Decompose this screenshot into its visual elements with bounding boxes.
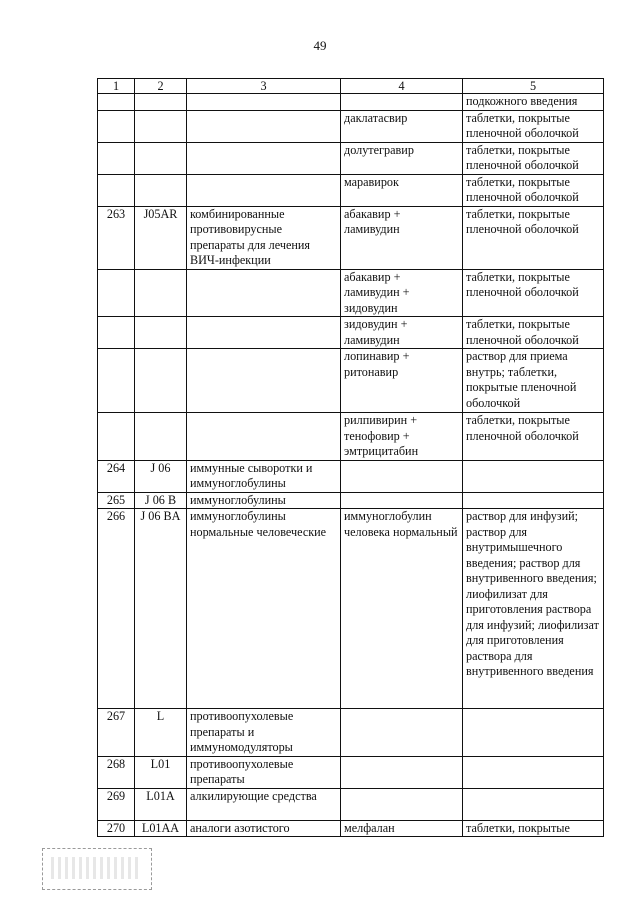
group-name: иммунные сыворотки и иммуноглобулины	[187, 460, 341, 492]
drug-name: зидовудин + ламивудин	[341, 317, 463, 349]
group-name: иммуноглобулины нормальные человеческие	[187, 509, 341, 709]
atc-code: J 06 BA	[135, 509, 187, 709]
row-number	[98, 317, 135, 349]
drug-name	[341, 94, 463, 111]
drug-name: абакавир + ламивудин	[341, 206, 463, 269]
drug-name: долутегравир	[341, 142, 463, 174]
drug-name: лопинавир + ритонавир	[341, 349, 463, 413]
dosage-form	[463, 788, 604, 820]
group-name	[187, 317, 341, 349]
group-name: комбинированные противовирусные препараты для лечения ВИЧ-инфекции	[187, 206, 341, 269]
dosage-form	[463, 709, 604, 757]
table-row	[98, 349, 604, 413]
table-row	[98, 269, 604, 317]
atc-code	[135, 110, 187, 142]
page-number: 49	[313, 38, 327, 53]
dosage-form: таблетки, покрытые пленочной оболочкой	[463, 413, 604, 461]
row-number: 270	[98, 820, 135, 837]
row-number	[98, 269, 135, 317]
row-number	[98, 413, 135, 461]
table-row	[98, 492, 604, 509]
dosage-form: таблетки, покрытые пленочной оболочкой	[463, 317, 604, 349]
drug-name: иммуноглобулин человека нормальный	[341, 509, 463, 709]
table-row	[98, 110, 604, 142]
header-col-1: 1	[98, 79, 135, 94]
drug-name	[341, 788, 463, 820]
row-number: 264	[98, 460, 135, 492]
group-name: иммуноглобулины	[187, 492, 341, 509]
row-number	[98, 110, 135, 142]
atc-code: J 06 B	[135, 492, 187, 509]
dosage-form: подкожного введения	[463, 94, 604, 111]
dosage-form: таблетки, покрытые пленочной оболочкой	[463, 269, 604, 317]
table-row	[98, 174, 604, 206]
drug-list-table	[97, 78, 604, 837]
header-col-2: 2	[135, 79, 187, 94]
row-number: 266	[98, 509, 135, 709]
table-row	[98, 413, 604, 461]
group-name: противоопухолевые препараты и иммуномодуляторы	[187, 709, 341, 757]
drug-name	[341, 492, 463, 509]
atc-code: J05AR	[135, 206, 187, 269]
group-name	[187, 413, 341, 461]
drug-name	[341, 756, 463, 788]
group-name	[187, 174, 341, 206]
group-name	[187, 269, 341, 317]
table-row	[98, 509, 604, 709]
header-col-3: 3	[187, 79, 341, 94]
drug-name	[341, 709, 463, 757]
table-header-row	[98, 79, 604, 94]
header-col-4: 4	[341, 79, 463, 94]
group-name: аналоги азотистого	[187, 820, 341, 837]
table-row	[98, 709, 604, 757]
drug-name	[341, 460, 463, 492]
dosage-form: таблетки, покрытые пленочной оболочкой	[463, 110, 604, 142]
drug-name: даклатасвир	[341, 110, 463, 142]
drug-name: абакавир + ламивудин + зидовудин	[341, 269, 463, 317]
atc-code	[135, 317, 187, 349]
group-name: противоопухолевые препараты	[187, 756, 341, 788]
dosage-form	[463, 492, 604, 509]
header-col-5: 5	[463, 79, 604, 94]
atc-code	[135, 349, 187, 413]
group-name	[187, 94, 341, 111]
atc-code	[135, 94, 187, 111]
dosage-form	[463, 460, 604, 492]
dosage-form: таблетки, покрытые пленочной оболочкой	[463, 142, 604, 174]
table-row	[98, 460, 604, 492]
row-number: 265	[98, 492, 135, 509]
row-number	[98, 349, 135, 413]
group-name	[187, 142, 341, 174]
atc-code: J 06	[135, 460, 187, 492]
drug-name: рилпивирин + тенофовир + эмтрицитабин	[341, 413, 463, 461]
group-name	[187, 110, 341, 142]
atc-code	[135, 413, 187, 461]
atc-code	[135, 174, 187, 206]
atc-code: L01A	[135, 788, 187, 820]
dosage-form	[463, 756, 604, 788]
atc-code: L	[135, 709, 187, 757]
drug-name: мелфалан	[341, 820, 463, 837]
table-row	[98, 820, 604, 837]
row-number: 267	[98, 709, 135, 757]
table-row	[98, 206, 604, 269]
dosage-form: таблетки, покрытые пленочной оболочкой	[463, 206, 604, 269]
dosage-form: раствор для инфузий; раствор для внутримышечного введения; раствор для внутривенного введения; лиофилизат для приготовления раствора для инфузий; лиофилизат для приготовления раствора для внутривенного введения	[463, 509, 604, 709]
table-row	[98, 788, 604, 820]
table-row	[98, 142, 604, 174]
dosage-form: таблетки, покрытые пленочной оболочкой	[463, 174, 604, 206]
atc-code	[135, 269, 187, 317]
row-number	[98, 142, 135, 174]
table-row	[98, 756, 604, 788]
table-row	[98, 94, 604, 111]
row-number	[98, 94, 135, 111]
group-name	[187, 349, 341, 413]
stamp-mark	[42, 848, 152, 890]
row-number: 269	[98, 788, 135, 820]
dosage-form: таблетки, покрытые	[463, 820, 604, 837]
dosage-form: раствор для приема внутрь; таблетки, покрытые пленочной оболочкой	[463, 349, 604, 413]
atc-code: L01	[135, 756, 187, 788]
row-number: 263	[98, 206, 135, 269]
atc-code	[135, 142, 187, 174]
table-row	[98, 317, 604, 349]
drug-name: маравирок	[341, 174, 463, 206]
row-number: 268	[98, 756, 135, 788]
group-name: алкилирующие средства	[187, 788, 341, 820]
atc-code: L01AA	[135, 820, 187, 837]
row-number	[98, 174, 135, 206]
